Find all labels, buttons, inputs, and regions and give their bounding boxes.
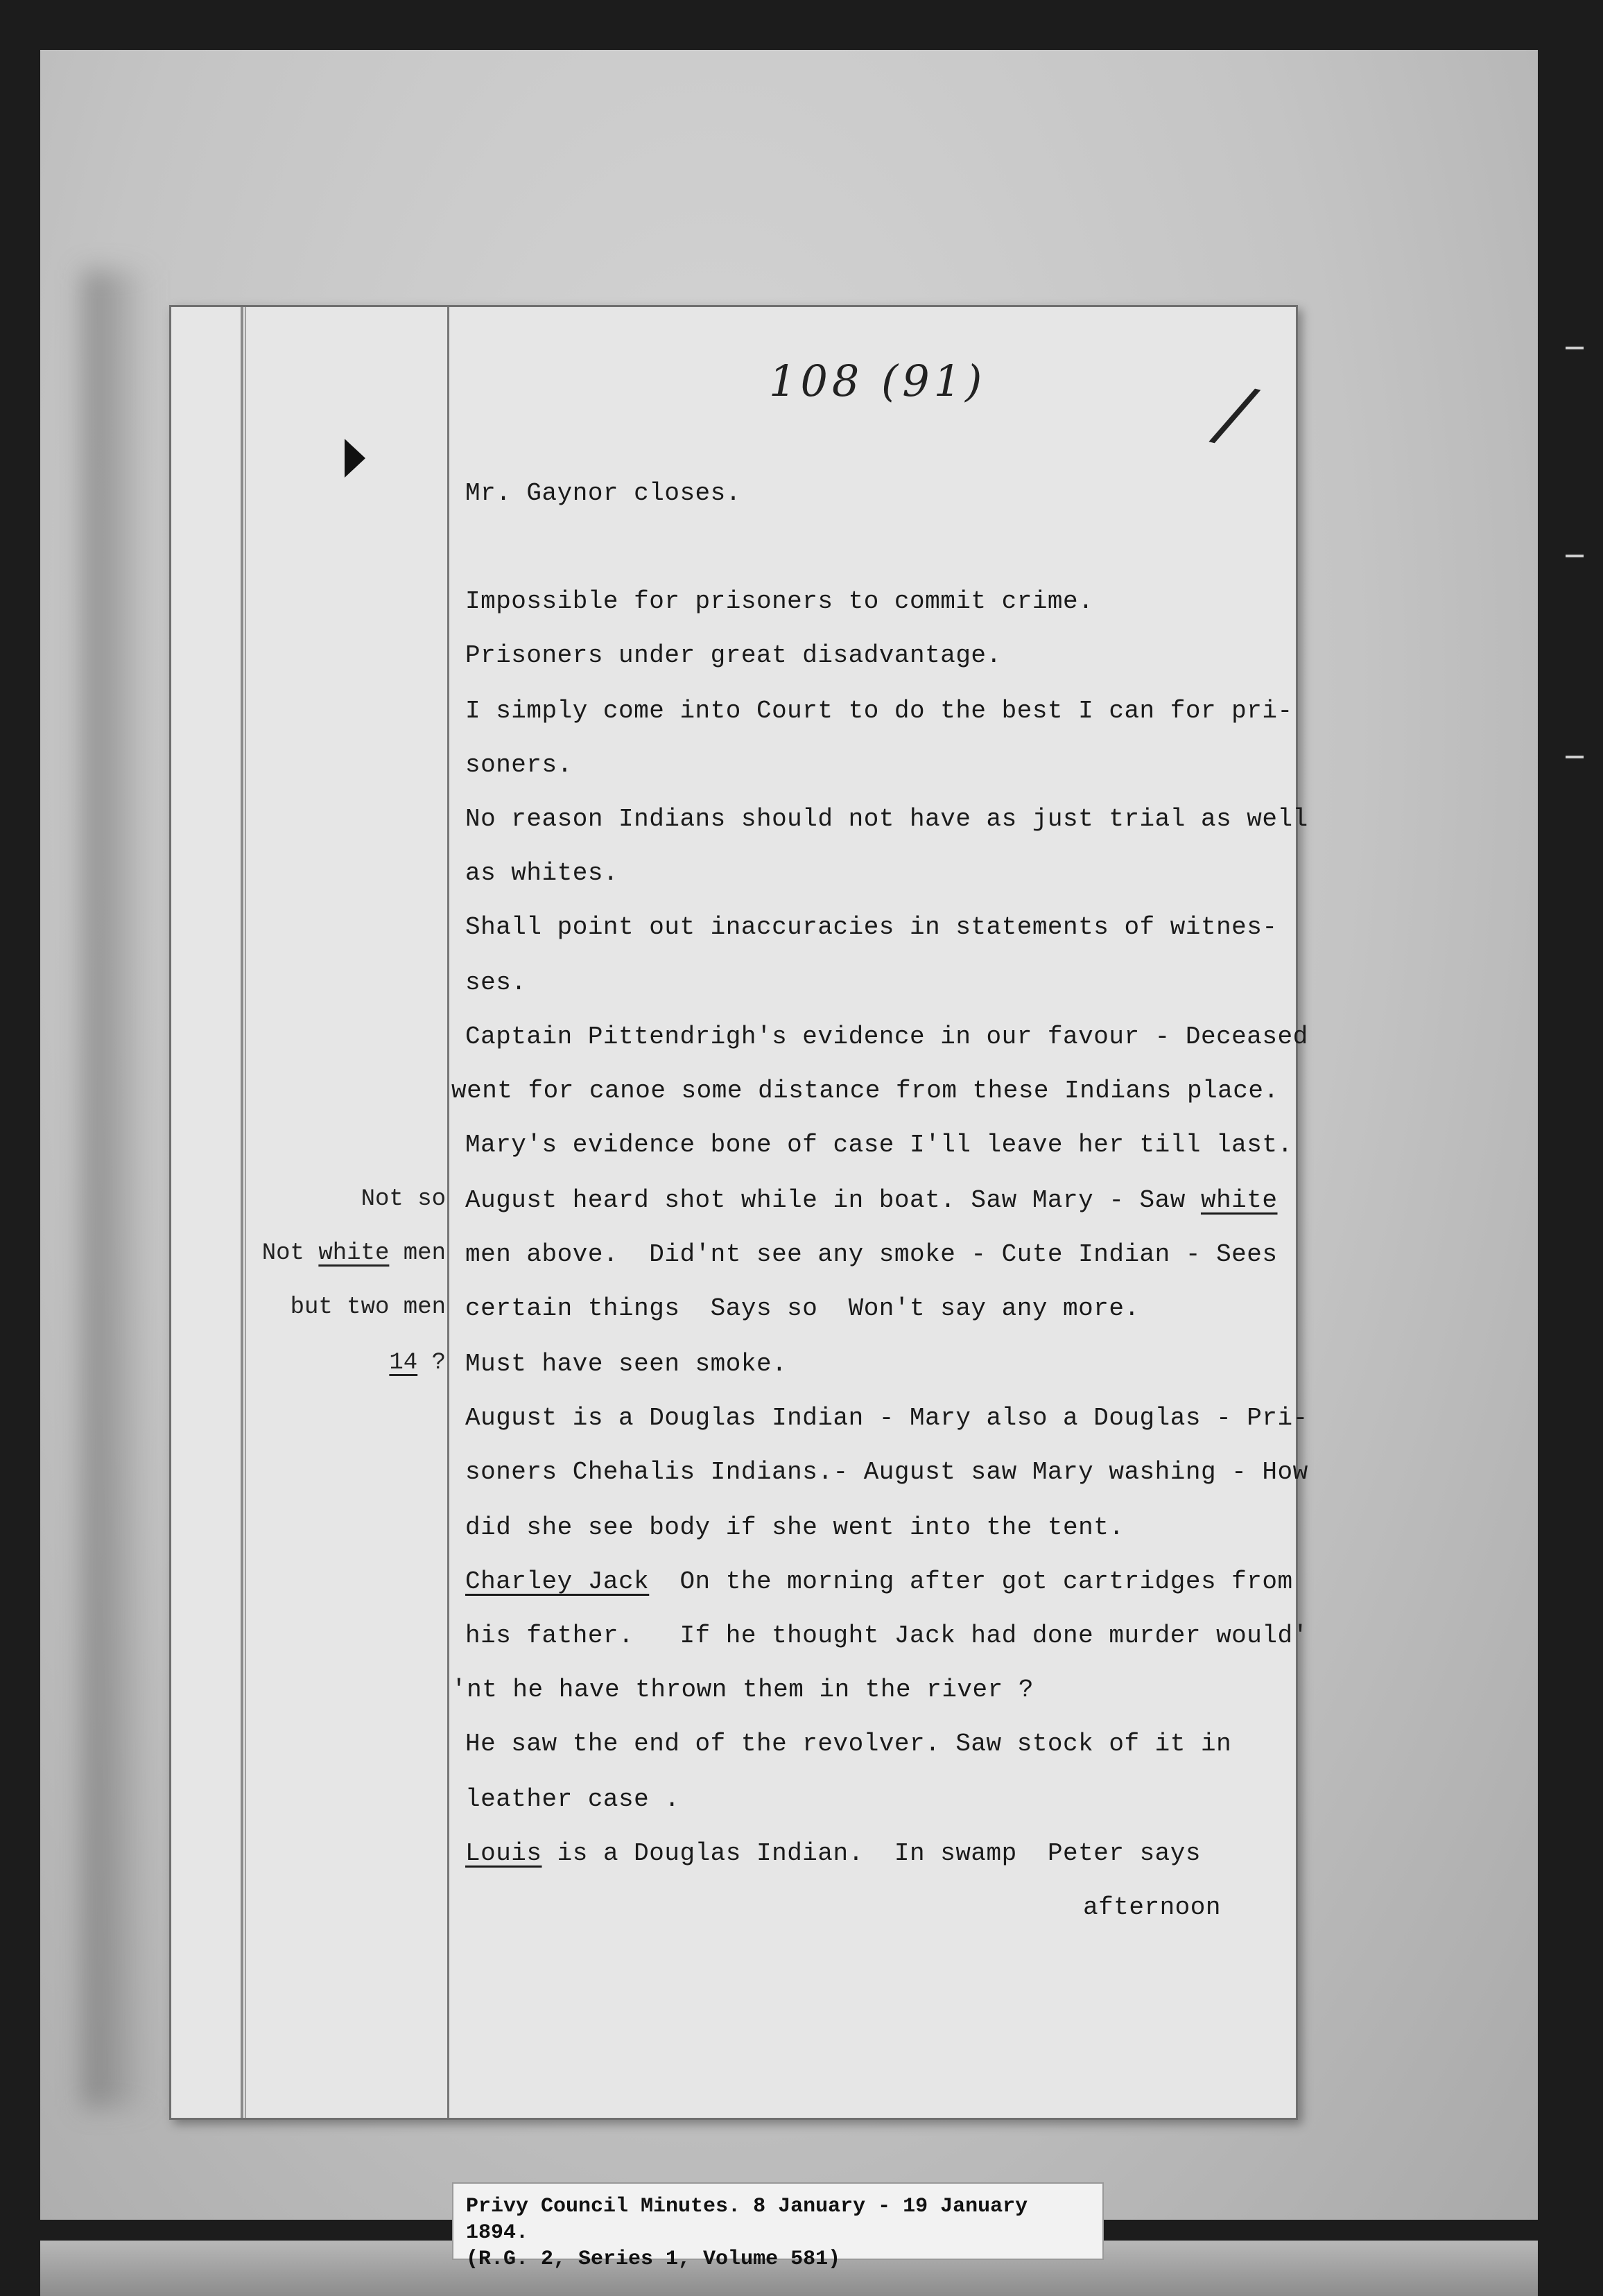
margin-note: but two men [290,1294,446,1321]
text-run: August heard shot while in boat. Saw Mary - Saw [465,1186,1201,1215]
text-line: Captain Pittendrigh's evidence in our favour - Deceased [465,1023,1308,1051]
text-line: men above. Did'nt see any smoke - Cute Indian - Sees [465,1240,1278,1269]
handwritten-mark: / [1212,367,1258,460]
text-run: Not [261,1240,319,1267]
text-line: He saw the end of the revolver. Saw stock of it in [465,1730,1232,1758]
label-line: Privy Council Minutes. 8 January - 19 January 1894. [466,2195,1028,2245]
text-line: did she see body if she went into the tent. [465,1513,1125,1542]
text-run: men [389,1240,446,1267]
text-run: is a Douglas Indian. In swamp Peter says [541,1839,1201,1868]
text-line: Mary's evidence bone of case I'll leave her till last. [465,1131,1293,1159]
margin-rule [447,307,449,2118]
edge-mark [1566,347,1584,349]
margin-note [262,1240,446,1267]
edge-mark [1566,756,1584,758]
text-line: went for canoe some distance from these Indians place. [451,1077,1279,1105]
text-line: as whites. [465,859,619,887]
underlined-name: Louis [465,1839,542,1868]
text-run: ? [417,1350,446,1376]
text-line: certain things Says so Won't say any more. [465,1294,1140,1323]
folio-number: 108 (91) [769,356,987,406]
margin-note: Not so [361,1186,446,1212]
text-line [465,1567,1293,1596]
document-page [169,305,1308,2120]
underlined-word: white [1200,1186,1278,1215]
text-line: ses. [465,968,527,997]
label-line: (R.G. 2, Series 1, Volume 581) [466,2247,841,2271]
underlined-number: 14 [389,1350,418,1376]
text-line: August is a Douglas Indian - Mary also a Douglas - Pri- [465,1404,1308,1432]
text-run: On the morning after got cartridges from [649,1567,1293,1596]
text-line [465,1186,1278,1215]
text-line: Mr. Gaynor closes. [465,479,741,507]
archive-label [452,2182,1104,2271]
margin-rule [245,307,246,2118]
text-line: Shall point out inaccuracies in statements of witnes- [465,913,1278,941]
edge-mark [1566,555,1584,557]
text-line: I simply come into Court to do the best I can for pri- [465,697,1293,725]
underlined-name: Charley Jack [465,1567,650,1596]
text-line: his father. If he thought Jack had done murder would' [465,1621,1308,1650]
page-shadow [83,270,146,2107]
text-line: No reason Indians should not have as just trial as well [465,805,1308,833]
text-line: soners Chehalis Indians.- August saw Mary washing - How [465,1458,1308,1486]
margin-note [389,1350,446,1376]
text-line [465,1839,1201,1868]
text-line: Must have seen smoke. [465,1350,788,1378]
text-line: leather case . [465,1785,680,1814]
pointer-mark [345,439,365,478]
text-line: 'nt he have thrown them in the river ? [451,1676,1034,1704]
catchword: afternoon [1083,1893,1221,1922]
text-line: soners. [465,751,573,779]
margin-rule [241,307,243,2118]
text-line: Impossible for prisoners to commit crime. [465,587,1094,616]
underlined-word: white [318,1240,390,1267]
text-line: Prisoners under great disadvantage. [465,641,1002,670]
